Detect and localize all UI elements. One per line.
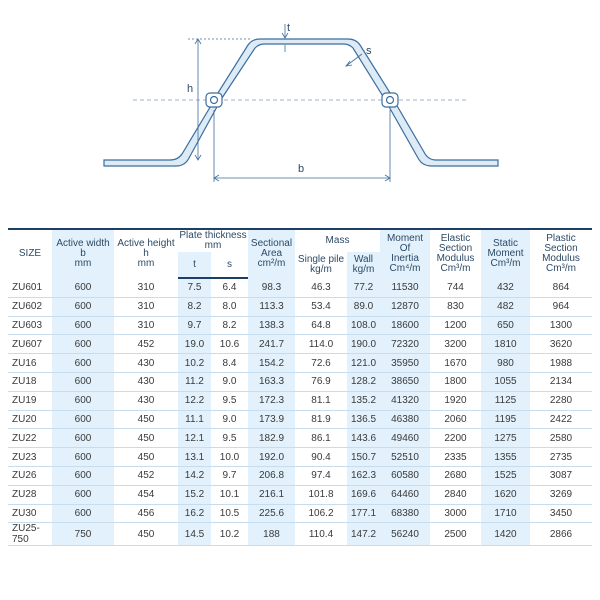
cell-wall: 136.5 (347, 410, 380, 429)
cell-plastic-modulus: 1988 (530, 354, 592, 373)
cell-elastic-modulus: 830 (430, 297, 481, 316)
cell-wall: 143.6 (347, 429, 380, 448)
cell-plastic-modulus: 2866 (530, 523, 592, 546)
web-thickness-marker (346, 54, 362, 66)
table-row (8, 448, 592, 467)
cell-single-pile: 110.4 (295, 523, 347, 546)
cell-size: ZU607 (8, 335, 52, 354)
cell-wall: 147.2 (347, 523, 380, 546)
cell-active-width: 600 (52, 485, 114, 504)
cell-s: 10.1 (211, 485, 248, 504)
cell-active-width: 600 (52, 354, 114, 373)
cell-single-pile: 90.4 (295, 448, 347, 467)
cell-t: 14.2 (178, 466, 211, 485)
cell-static-moment: 1710 (481, 504, 530, 523)
cell-active-width: 600 (52, 466, 114, 485)
cell-sectional-area: 225.6 (248, 504, 295, 523)
cell-s: 10.2 (211, 523, 248, 546)
cell-s: 8.0 (211, 297, 248, 316)
cell-wall: 190.0 (347, 335, 380, 354)
cell-moment-of-inertia: 35950 (380, 354, 430, 373)
header-moment-of-inertia: Moment Of Inertia Cm⁴/m (380, 230, 430, 278)
cell-single-pile: 97.4 (295, 466, 347, 485)
cell-s: 8.2 (211, 316, 248, 335)
table-row (8, 372, 592, 391)
cell-s: 9.0 (211, 372, 248, 391)
cell-single-pile: 64.8 (295, 316, 347, 335)
cell-s: 6.4 (211, 278, 248, 297)
cell-wall: 128.2 (347, 372, 380, 391)
cell-static-moment: 1055 (481, 372, 530, 391)
header-sectional-area: Sectional Area cm²/m (248, 230, 295, 278)
cell-elastic-modulus: 3000 (430, 504, 481, 523)
cell-single-pile: 81.1 (295, 391, 347, 410)
cell-size: ZU18 (8, 372, 52, 391)
cell-sectional-area: 206.8 (248, 466, 295, 485)
cell-elastic-modulus: 1670 (430, 354, 481, 373)
cell-plastic-modulus: 2280 (530, 391, 592, 410)
cell-static-moment: 1810 (481, 335, 530, 354)
cell-moment-of-inertia: 72320 (380, 335, 430, 354)
cell-t: 12.1 (178, 429, 211, 448)
cell-active-width: 600 (52, 504, 114, 523)
cell-sectional-area: 154.2 (248, 354, 295, 373)
cell-moment-of-inertia: 38650 (380, 372, 430, 391)
cell-moment-of-inertia: 64460 (380, 485, 430, 504)
cell-active-width: 600 (52, 278, 114, 297)
cell-size: ZU23 (8, 448, 52, 467)
cell-active-height: 310 (114, 316, 178, 335)
table-row (8, 504, 592, 523)
cell-elastic-modulus: 2500 (430, 523, 481, 546)
header-size: SIZE (18, 248, 42, 259)
cell-s: 10.6 (211, 335, 248, 354)
sheet-pile-profile (104, 39, 498, 166)
cell-t: 15.2 (178, 485, 211, 504)
cell-active-width: 600 (52, 391, 114, 410)
spec-table-body (8, 278, 592, 546)
cell-wall: 121.0 (347, 354, 380, 373)
cell-active-width: 600 (52, 410, 114, 429)
cell-size: ZU19 (8, 391, 52, 410)
cell-active-height: 430 (114, 391, 178, 410)
cell-wall: 150.7 (347, 448, 380, 467)
cell-moment-of-inertia: 60580 (380, 466, 430, 485)
cell-single-pile: 86.1 (295, 429, 347, 448)
cell-single-pile: 53.4 (295, 297, 347, 316)
table-row (8, 523, 592, 546)
cell-active-height: 430 (114, 354, 178, 373)
cell-sectional-area: 241.7 (248, 335, 295, 354)
cell-single-pile: 101.8 (295, 485, 347, 504)
cell-elastic-modulus: 1920 (430, 391, 481, 410)
cell-elastic-modulus: 2680 (430, 466, 481, 485)
table-row (8, 485, 592, 504)
cell-active-width: 750 (52, 523, 114, 546)
cell-sectional-area: 172.3 (248, 391, 295, 410)
cell-wall: 135.2 (347, 391, 380, 410)
cell-t: 9.7 (178, 316, 211, 335)
cell-plastic-modulus: 3087 (530, 466, 592, 485)
cell-size: ZU603 (8, 316, 52, 335)
table-row (8, 354, 592, 373)
cell-moment-of-inertia: 11530 (380, 278, 430, 297)
cell-s: 9.5 (211, 391, 248, 410)
cell-moment-of-inertia: 46380 (380, 410, 430, 429)
table-row (8, 410, 592, 429)
cell-elastic-modulus: 2060 (430, 410, 481, 429)
cell-s: 9.7 (211, 466, 248, 485)
cell-active-height: 452 (114, 466, 178, 485)
cell-sectional-area: 113.3 (248, 297, 295, 316)
header-active-height: Active height h mm (117, 238, 175, 269)
cell-t: 11.2 (178, 372, 211, 391)
flange-thickness-label: t (287, 22, 291, 34)
cell-static-moment: 1125 (481, 391, 530, 410)
cell-static-moment: 1420 (481, 523, 530, 546)
cell-t: 8.2 (178, 297, 211, 316)
cell-static-moment: 650 (481, 316, 530, 335)
cell-wall: 77.2 (347, 278, 380, 297)
cell-sectional-area: 216.1 (248, 485, 295, 504)
cell-static-moment: 1195 (481, 410, 530, 429)
cell-active-width: 600 (52, 429, 114, 448)
cell-active-height: 450 (114, 429, 178, 448)
cell-t: 10.2 (178, 354, 211, 373)
cell-single-pile: 46.3 (295, 278, 347, 297)
cell-moment-of-inertia: 49460 (380, 429, 430, 448)
cell-sectional-area: 163.3 (248, 372, 295, 391)
cell-t: 11.1 (178, 410, 211, 429)
web-thickness-label: s (366, 45, 372, 57)
table-row (8, 429, 592, 448)
table-row (8, 297, 592, 316)
cell-elastic-modulus: 2335 (430, 448, 481, 467)
cell-size: ZU602 (8, 297, 52, 316)
cell-elastic-modulus: 2840 (430, 485, 481, 504)
cell-active-width: 600 (52, 316, 114, 335)
cell-static-moment: 1275 (481, 429, 530, 448)
cell-plastic-modulus: 3620 (530, 335, 592, 354)
cell-active-width: 600 (52, 448, 114, 467)
cell-plastic-modulus: 964 (530, 297, 592, 316)
cell-s: 10.5 (211, 504, 248, 523)
cell-t: 7.5 (178, 278, 211, 297)
cell-wall: 177.1 (347, 504, 380, 523)
cell-moment-of-inertia: 18600 (380, 316, 430, 335)
cell-s: 8.4 (211, 354, 248, 373)
cell-size: ZU30 (8, 504, 52, 523)
header-elastic-section-modulus: Elastic Section Modulus Cm³/m (436, 233, 475, 274)
cell-active-height: 450 (114, 448, 178, 467)
right-interlock (382, 93, 398, 107)
table-row (8, 278, 592, 297)
cell-t: 16.2 (178, 504, 211, 523)
cell-plastic-modulus: 2422 (530, 410, 592, 429)
cell-active-height: 454 (114, 485, 178, 504)
header-plastic-section-modulus: Plastic Section Modulus Cm³/m (542, 233, 580, 274)
cell-active-height: 430 (114, 372, 178, 391)
cell-active-height: 310 (114, 297, 178, 316)
cell-s: 9.5 (211, 429, 248, 448)
cell-active-height: 450 (114, 410, 178, 429)
cell-active-width: 600 (52, 335, 114, 354)
cell-wall: 162.3 (347, 466, 380, 485)
cell-sectional-area: 192.0 (248, 448, 295, 467)
cell-active-width: 600 (52, 372, 114, 391)
cell-t: 19.0 (178, 335, 211, 354)
cell-plastic-modulus: 2735 (530, 448, 592, 467)
cell-single-pile: 106.2 (295, 504, 347, 523)
cell-t: 14.5 (178, 523, 211, 546)
cell-active-height: 452 (114, 335, 178, 354)
cell-plastic-modulus: 2134 (530, 372, 592, 391)
cell-t: 12.2 (178, 391, 211, 410)
sheet-pile-spec-table (8, 228, 592, 546)
cell-active-height: 450 (114, 523, 178, 546)
cell-moment-of-inertia: 41320 (380, 391, 430, 410)
table-row (8, 335, 592, 354)
table-row (8, 391, 592, 410)
cell-static-moment: 1620 (481, 485, 530, 504)
cell-moment-of-inertia: 12870 (380, 297, 430, 316)
cell-s: 9.0 (211, 410, 248, 429)
cell-plastic-modulus: 3450 (530, 504, 592, 523)
header-plate-thickness: Plate thickness mm (179, 230, 247, 251)
cell-plastic-modulus: 2580 (530, 429, 592, 448)
cell-t: 13.1 (178, 448, 211, 467)
cell-plastic-modulus: 864 (530, 278, 592, 297)
cell-single-pile: 76.9 (295, 372, 347, 391)
cell-sectional-area: 182.9 (248, 429, 295, 448)
cell-moment-of-inertia: 68380 (380, 504, 430, 523)
cell-static-moment: 1525 (481, 466, 530, 485)
header-active-width: Active width b mm (52, 230, 114, 278)
sheet-pile-profile-diagram (0, 0, 600, 220)
cell-single-pile: 81.9 (295, 410, 347, 429)
cell-active-height: 310 (114, 278, 178, 297)
cell-size: ZU28 (8, 485, 52, 504)
cell-moment-of-inertia: 52510 (380, 448, 430, 467)
height-label: h (187, 83, 194, 95)
cell-size: ZU601 (8, 278, 52, 297)
cell-elastic-modulus: 1200 (430, 316, 481, 335)
cell-static-moment: 482 (481, 297, 530, 316)
cell-static-moment: 432 (481, 278, 530, 297)
header-t: t (178, 252, 211, 278)
cell-size: ZU26 (8, 466, 52, 485)
cell-active-height: 456 (114, 504, 178, 523)
cell-wall: 169.6 (347, 485, 380, 504)
cell-size: ZU20 (8, 410, 52, 429)
table-row (8, 316, 592, 335)
header-s: s (211, 252, 248, 278)
cell-static-moment: 980 (481, 354, 530, 373)
cell-size: ZU25-750 (8, 523, 52, 546)
cell-elastic-modulus: 744 (430, 278, 481, 297)
cell-size: ZU22 (8, 429, 52, 448)
cell-plastic-modulus: 3269 (530, 485, 592, 504)
cell-elastic-modulus: 1800 (430, 372, 481, 391)
cell-wall: 108.0 (347, 316, 380, 335)
header-static-moment: Static Moment Cm³/m (481, 230, 530, 278)
cell-elastic-modulus: 3200 (430, 335, 481, 354)
cell-moment-of-inertia: 56240 (380, 523, 430, 546)
width-label: b (298, 163, 305, 175)
cell-elastic-modulus: 2200 (430, 429, 481, 448)
cell-active-width: 600 (52, 297, 114, 316)
cell-plastic-modulus: 1300 (530, 316, 592, 335)
cell-sectional-area: 173.9 (248, 410, 295, 429)
left-interlock (206, 93, 222, 107)
header-single-pile: Single pile kg/m (297, 254, 345, 275)
cell-sectional-area: 98.3 (248, 278, 295, 297)
cell-size: ZU16 (8, 354, 52, 373)
header-mass: Mass (325, 235, 350, 246)
table-row (8, 466, 592, 485)
cell-wall: 89.0 (347, 297, 380, 316)
cell-single-pile: 72.6 (295, 354, 347, 373)
header-wall: Wall kg/m (347, 252, 380, 278)
cell-sectional-area: 138.3 (248, 316, 295, 335)
cell-sectional-area: 188 (248, 523, 295, 546)
cell-single-pile: 114.0 (295, 335, 347, 354)
cell-static-moment: 1355 (481, 448, 530, 467)
cell-s: 10.0 (211, 448, 248, 467)
